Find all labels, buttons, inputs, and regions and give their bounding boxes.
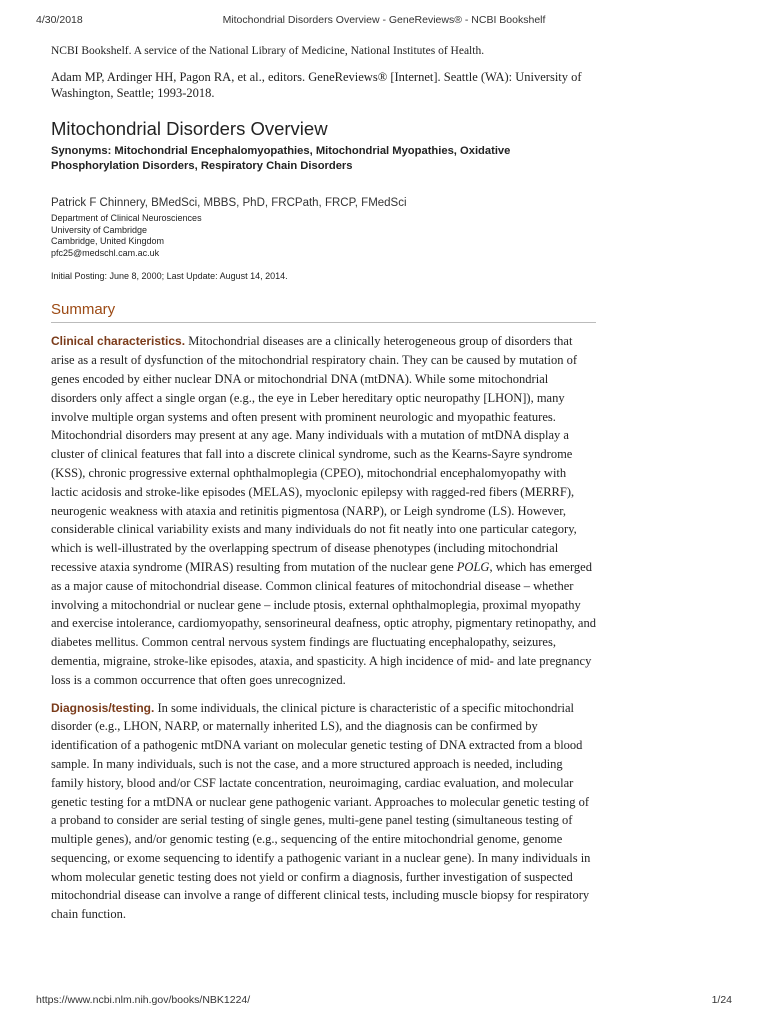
citation: Adam MP, Ardinger HH, Pagon RA, et al., editors. GeneReviews® [Internet]. Seattle (WA): University of Washington, Seattle; 1993-2018. <box>51 70 582 100</box>
page-title: Mitochondrial Disorders Overview <box>51 118 328 139</box>
diagnosis-testing-lead: Diagnosis/testing. <box>51 700 155 715</box>
print-url: https://www.ncbi.nlm.nih.gov/books/NBK1224/ <box>36 994 251 1006</box>
author-department: Department of Clinical Neurosciences <box>51 213 202 223</box>
clinical-text-part-2: , which has emerged as a major cause of mitochondrial disease. Common clinical features of mitochondrial disease – whether involving a mitochondrial or nuclear gene – include ptosis, external ophthalmoplegia, proximal myopathy and exercise intolerance, cardiomyopathy, sensorineural deafness, optic atrophy, pigmentary retinopathy, and diabetes mellitus. Common central nervous system findings are fluctuating encephalopathy, seizures, dementia, migraine, stroke-like episodes, ataxia, and spasticity. A high incidence of mid- and late pregnancy loss is a common occurrence that often goes unrecognized. <box>51 559 596 687</box>
author-name[interactable]: Patrick F Chinnery, BMedSci, MBBS, PhD, FRCPath, FRCP, FMedSci <box>51 197 407 209</box>
author-affiliation <box>51 213 596 259</box>
page-number: 1/24 <box>711 994 732 1006</box>
gene-link-polg[interactable]: POLG <box>456 559 490 574</box>
diagnosis-text: In some individuals, the clinical picture is characteristic of a specific mitochondrial disorder (e.g., LHON, NARP, or maternally inherited LS), and the diagnosis can be confirmed by identification of a pathogenic mtDNA variant on molecular genetic testing of DNA extracted from a blood sample. In many individuals, such is not the case, and a more structured approach is needed, including family history, blood and/or CSF lactate concentration, neuroimaging, cardiac evaluation, and molecular genetic testing for a mtDNA or nuclear gene pathogenic variant. Approaches to molecular genetic testing of a proband to consider are serial testing of single genes, multi-gene panel testing (simultaneous testing of multiple genes), and/or genomic testing (e.g., sequencing of the entire mitochondrial genome, genome sequencing, or exome sequencing to identify a pathogenic variant in a nuclear gene). In many individuals in whom molecular genetic testing does not yield or confirm a diagnosis, further investigation of suspected mitochondrial disease can involve a range of different clinical tests, including muscle biopsy for respiratory chain function. <box>51 700 591 922</box>
synonyms: Synonyms: Mitochondrial Encephalomyopathies, Mitochondrial Myopathies, Oxidative Phosphorylation Disorders, Respiratory Chain Disorders <box>51 145 511 172</box>
print-footer <box>36 994 732 1010</box>
author-university: University of Cambridge <box>51 224 148 235</box>
summary-heading: Summary <box>51 301 596 323</box>
diagnosis-testing-paragraph <box>51 699 596 925</box>
bookshelf-note: NCBI Bookshelf. A service of the National Library of Medicine, National Institutes of Health. <box>51 45 485 57</box>
print-date: 4/30/2018 <box>36 14 83 26</box>
print-document-title: Mitochondrial Disorders Overview - GeneReviews® - NCBI Bookshelf <box>222 14 546 26</box>
clinical-characteristics-lead: Clinical characteristics. <box>51 334 186 349</box>
print-header <box>36 14 732 30</box>
clinical-text-part-1: Mitochondrial diseases are a clinically heterogeneous group of disorders that arise as a result of dysfunction of the mitochondrial respiratory chain. They can be caused by mutation of genes encoded by either nuclear DNA or mitochondrial DNA (mtDNA). While some mitochondrial disorders only affect a single organ (e.g., the eye in Leber hereditary optic neuropathy [LHON]), many involve multiple organ systems and often present with prominent neurologic and myopathic features. Mitochondrial disorders may present at any age. Many individuals with a mutation of mtDNA display a cluster of clinical features that fall into a discrete clinical syndrome, such as the Kearns-Sayre syndrome (KSS), chronic progressive external ophthalmoplegia (CPEO), mitochondrial encephalomyopathy with lactic acidosis and stroke-like episodes (MELAS), myoclonic epilepsy with ragged-red fibers (MERRF), neurogenic weakness with ataxia and retinitis pigmentosa (NARP), or Leigh syndrome (LS). However, considerable clinical variability exists and many individuals do not fit neatly into one particular category, which is well-illustrated by the overlapping spectrum of disease phenotypes (including mitochondrial recessive ataxia syndrome (MIRAS) resulting from mutation of the nuclear gene <box>51 334 577 574</box>
article <box>51 44 596 924</box>
posting-dates: Initial Posting: June 8, 2000; Last Update: August 14, 2014. <box>51 271 288 282</box>
author-email[interactable]: pfc25@medschl.cam.ac.uk <box>51 247 160 258</box>
author-location: Cambridge, United Kingdom <box>51 236 165 247</box>
clinical-characteristics-paragraph <box>51 332 596 689</box>
